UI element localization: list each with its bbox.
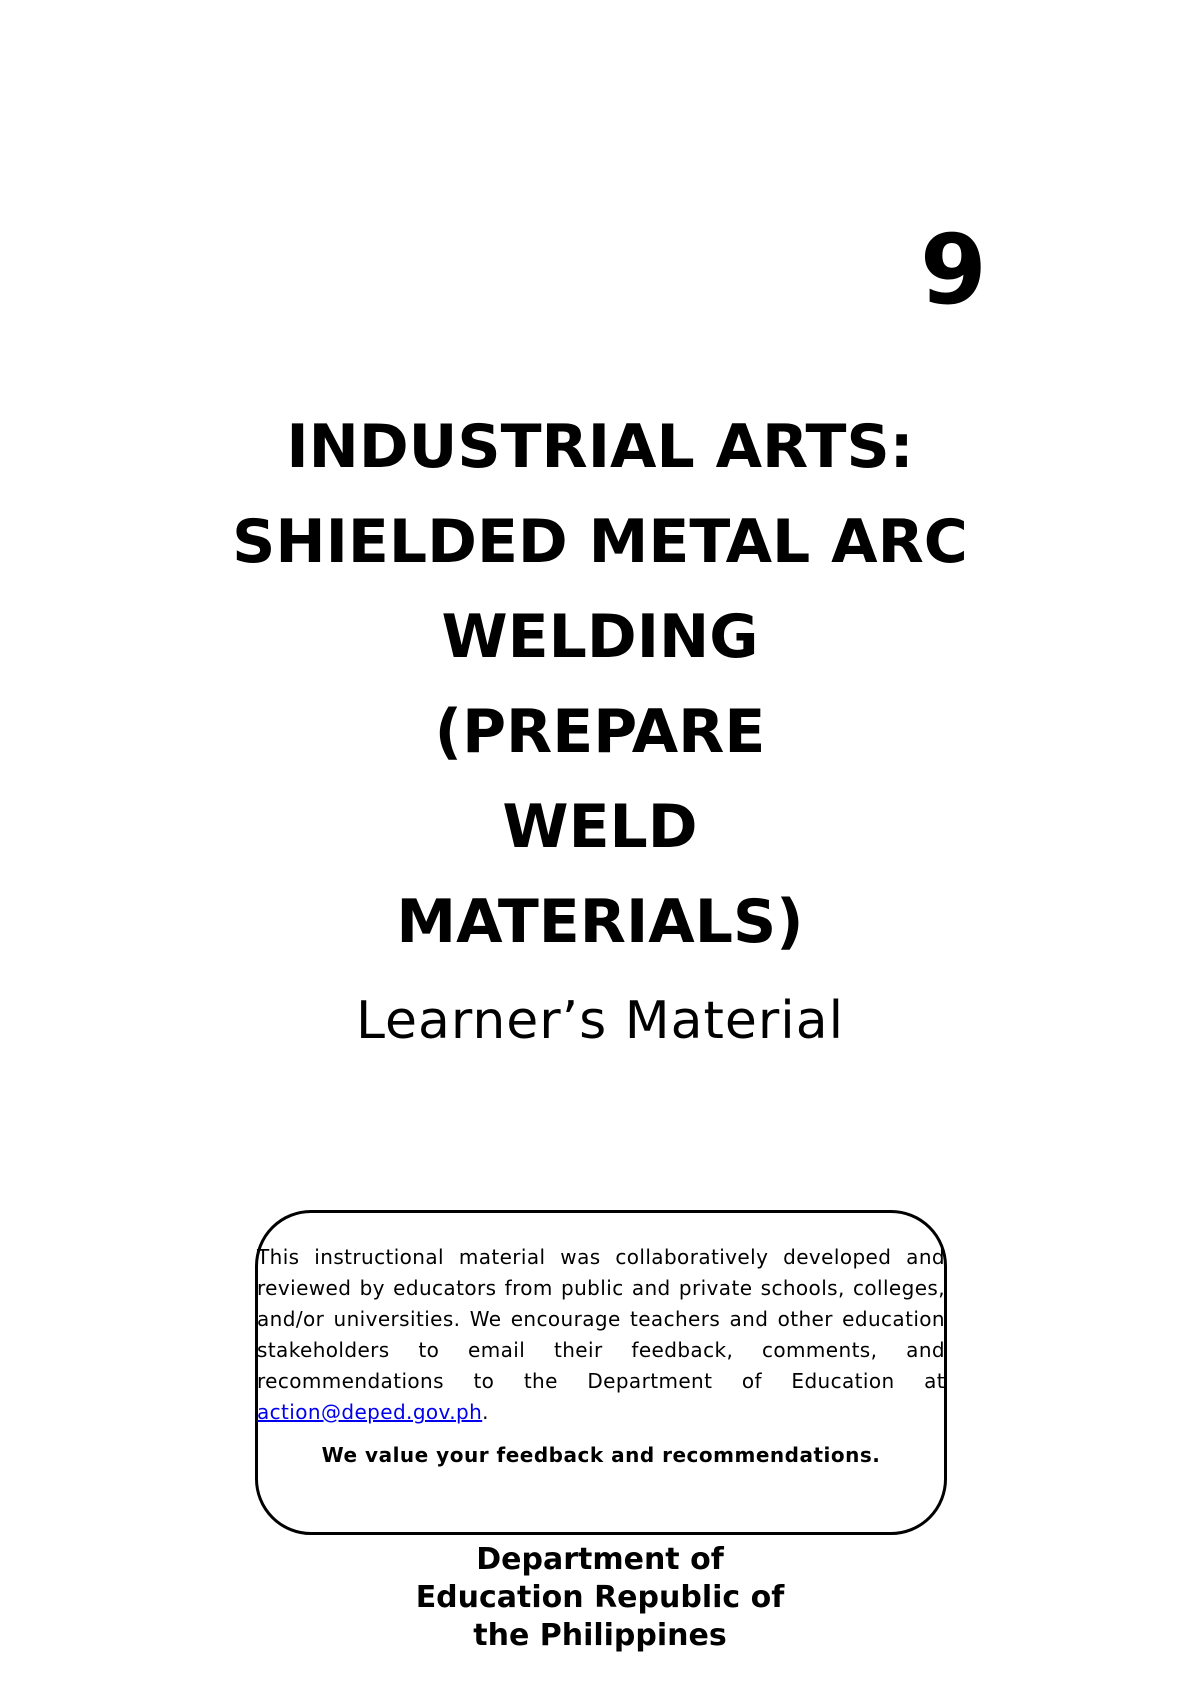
title-line-5: WELD xyxy=(502,792,698,862)
notice-text xyxy=(257,1242,945,1428)
title-line-6: MATERIALS) xyxy=(396,887,804,957)
department-line-1: Department of xyxy=(476,1542,724,1577)
department-name xyxy=(0,1541,1200,1655)
feedback-email-link[interactable]: action@deped.gov.ph xyxy=(257,1400,483,1424)
grade-level: 9 xyxy=(920,214,987,326)
subtitle: Learner’s Material xyxy=(355,991,845,1051)
title-line-2: SHIELDED METAL ARC xyxy=(232,507,968,577)
feedback-statement: We value your feedback and recommendations. xyxy=(321,1443,881,1467)
title-line-3: WELDING xyxy=(441,602,759,672)
title-line-1: INDUSTRIAL ARTS: xyxy=(286,412,914,482)
document-title xyxy=(0,400,1200,970)
title-line-4: (PREPARE xyxy=(434,697,766,767)
notice-body: This instructional material was collaboratively developed and reviewed by educators from public and private schools, colleges, and/or universities. We encourage teachers and other education stakeholders to email their feedback, comments, and recommendations to the Department of Education at xyxy=(257,1245,945,1393)
department-line-3: the Philippines xyxy=(473,1618,727,1653)
notice-suffix: . xyxy=(482,1400,489,1424)
department-line-2: Education Republic of xyxy=(415,1580,785,1615)
